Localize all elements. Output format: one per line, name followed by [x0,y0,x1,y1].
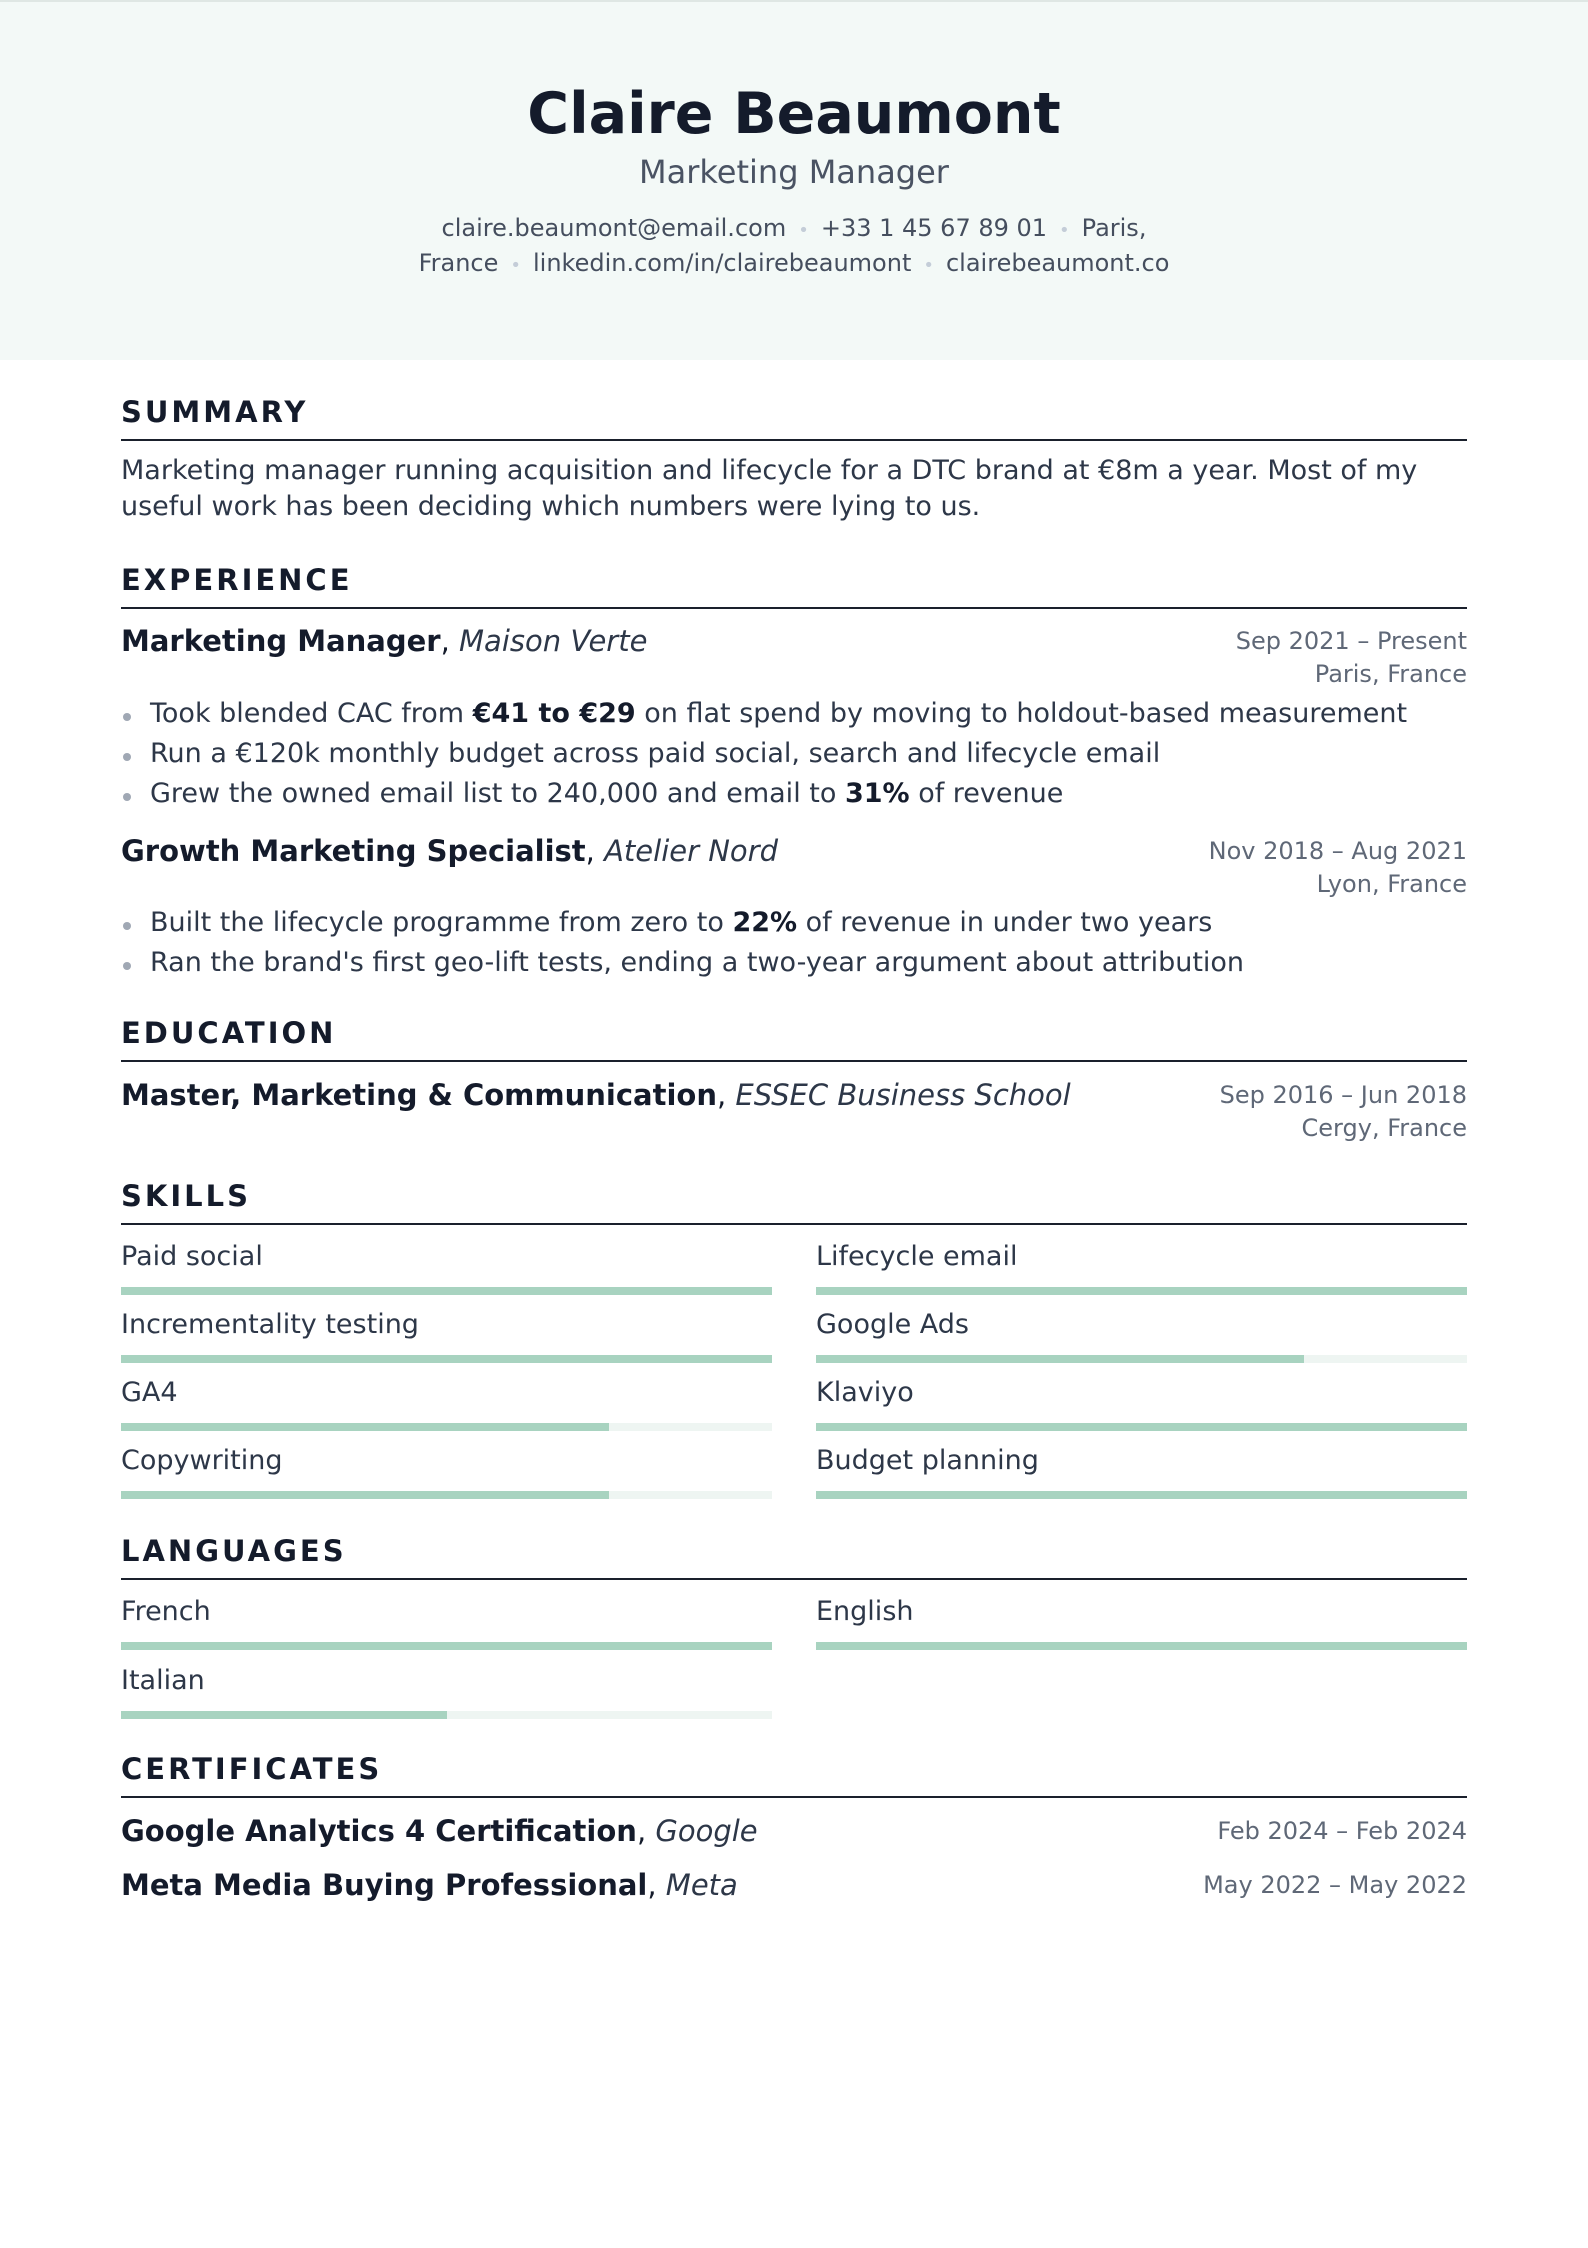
job-bullets [121,903,1467,983]
bullet-item: Run a €120k monthly budget across paid social, search and lifecycle email [121,734,1467,774]
level-bar [121,1423,772,1431]
job-meta [1209,835,1467,901]
level-bar-fill [121,1642,772,1650]
linkedin-link[interactable]: linkedin.com/in/clairebeaumont [533,249,912,277]
resume-header [0,0,1588,360]
certificate-dates: May 2022 – May 2022 [1203,1871,1467,1899]
level-bar-fill [816,1423,1467,1431]
job-title: Growth Marketing Specialist [121,834,586,868]
education-heading: EDUCATION [121,1014,1467,1062]
level-bar [121,1355,772,1363]
level-bar-fill [121,1355,772,1363]
certificate-entry [121,1813,1467,1849]
phone-number[interactable]: +33 1 45 67 89 01 [820,214,1048,242]
bullet-item: Took blended CAC from €41 to €29 on flat spend by moving to holdout-based measurement [121,694,1467,734]
level-bar-fill [121,1423,609,1431]
website-link[interactable]: clairebeaumont.co [945,249,1170,277]
job-dates: Sep 2021 – Present [1235,627,1467,655]
education-entry [121,1077,1467,1142]
contact-line [400,212,1188,282]
certificate-dates: Feb 2024 – Feb 2024 [1217,1817,1467,1845]
skill-item [816,1443,1467,1479]
skill-item-label: Klaviyo [816,1377,914,1408]
certificate-entry [121,1867,1467,1903]
skill-item-label: Incrementality testing [121,1309,419,1340]
candidate-name: Claire Beaumont [527,81,1061,147]
bullet-item: Grew the owned email list to 240,000 and email to 31% of revenue [121,774,1467,814]
level-bar [816,1287,1467,1295]
level-bar-fill [121,1287,772,1295]
education-location: Cergy, France [1301,1114,1467,1142]
skill-item-label: Budget planning [816,1445,1039,1476]
language-item-label: Italian [121,1665,205,1696]
level-bar-fill [121,1711,447,1719]
separator: • [798,220,809,241]
skill-item [121,1443,772,1479]
skill-item-label: GA4 [121,1377,178,1408]
summary-text: Marketing manager running acquisition and lifecycle for a DTC brand at €8m a year. Most of my useful work has been deciding which numbers were lying to us. [121,455,1418,522]
job-location: Lyon, France [1316,870,1467,898]
bullet-item: Built the lifecycle programme from zero to 22% of revenue in under two years [121,903,1467,943]
skill-item-label: Paid social [121,1241,263,1272]
level-bar [121,1287,772,1295]
skill-item [121,1375,772,1411]
job-entry [121,833,1467,898]
job-entry [121,623,1467,688]
certificate-issuer: Meta [665,1868,738,1902]
skill-item [816,1239,1467,1275]
certificates-heading: CERTIFICATES [121,1750,1467,1798]
certificate-title-line: Meta Media Buying Professional, Meta [121,1868,738,1902]
job-dates: Nov 2018 – Aug 2021 [1208,837,1467,865]
level-bar [816,1355,1467,1363]
candidate-role: Marketing Manager [639,153,949,191]
level-bar [121,1642,772,1650]
language-item [816,1594,1467,1630]
job-meta [1236,625,1467,691]
education-meta [1220,1079,1467,1145]
email-link[interactable]: claire.beaumont@email.com [441,214,787,242]
school-name: ESSEC Business School [735,1078,1071,1112]
certificate-title-line: Google Analytics 4 Certification, Google [121,1814,758,1848]
certificate-name: Google Analytics 4 Certification [121,1814,637,1848]
job-company: Atelier Nord [604,834,779,868]
separator: • [510,255,521,276]
language-item [121,1663,772,1699]
separator: • [1059,220,1070,241]
level-bar-fill [816,1287,1467,1295]
skill-item [816,1375,1467,1411]
language-item-label: French [121,1596,211,1627]
job-location: Paris, France [1314,660,1467,688]
job-title-line: Growth Marketing Specialist, Atelier Nord [121,834,779,868]
level-bar-fill [816,1642,1467,1650]
skill-item [121,1239,772,1275]
level-bar [121,1711,772,1719]
degree-line: Master, Marketing & Communication, ESSEC Business School [121,1078,1071,1112]
bullet-item: Ran the brand's first geo-lift tests, ending a two-year argument about attribution [121,943,1467,983]
level-bar-fill [121,1491,609,1499]
level-bar-fill [816,1355,1304,1363]
skill-item-label: Copywriting [121,1445,283,1476]
level-bar [816,1491,1467,1499]
skill-item [121,1307,772,1343]
skill-item [816,1307,1467,1343]
education-dates: Sep 2016 – Jun 2018 [1219,1081,1467,1109]
skills-heading: SKILLS [121,1177,1467,1225]
level-bar [121,1491,772,1499]
certificate-issuer: Google [655,1814,758,1848]
job-title-line: Marketing Manager, Maison Verte [121,624,648,658]
level-bar [816,1423,1467,1431]
skill-item-label: Lifecycle email [816,1241,1018,1272]
summary-heading: SUMMARY [121,393,1467,441]
degree-title: Master, Marketing & Communication [121,1078,717,1112]
job-company: Maison Verte [459,624,648,658]
languages-heading: LANGUAGES [121,1532,1467,1580]
language-item-label: English [816,1596,914,1627]
separator: • [923,255,934,276]
certificate-name: Meta Media Buying Professional [121,1868,648,1902]
level-bar [816,1642,1467,1650]
level-bar-fill [816,1491,1467,1499]
job-bullets [121,694,1467,814]
skill-item-label: Google Ads [816,1309,969,1340]
experience-heading: EXPERIENCE [121,561,1467,609]
location-text: Paris, France [418,214,1147,277]
language-item [121,1594,772,1630]
job-title: Marketing Manager [121,624,441,658]
